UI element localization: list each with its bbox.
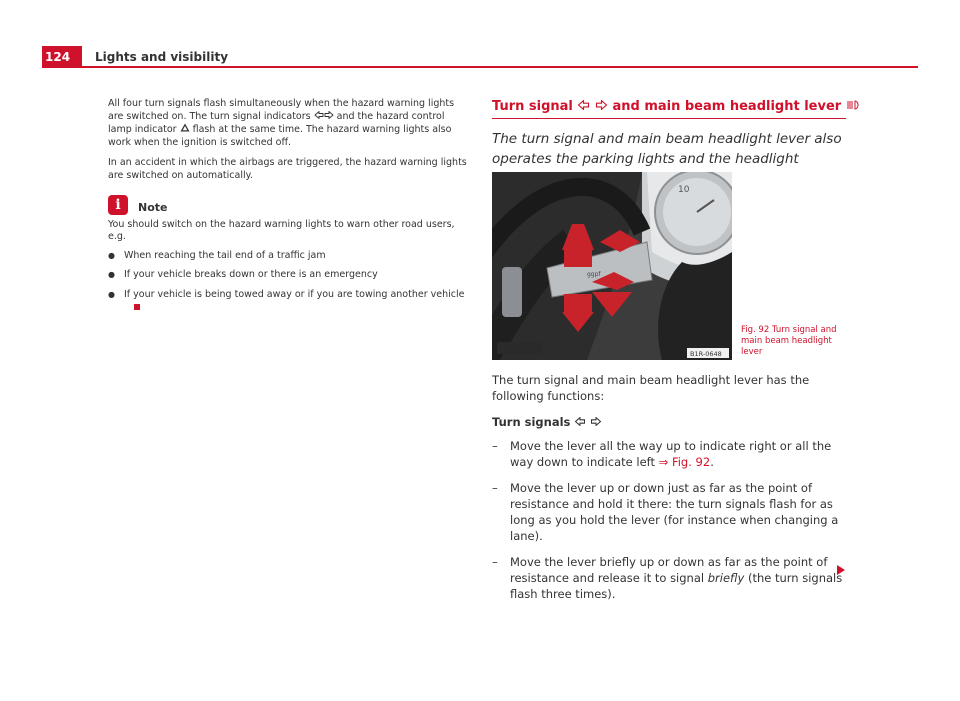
lever-markings: ggpf bbox=[587, 271, 601, 278]
turn-right-arrow-icon bbox=[324, 111, 334, 122]
turn-left-arrow-icon bbox=[574, 415, 586, 429]
list-item: – Move the lever briefly up or down as far as the point of resistance and release it to signal briefly (the turn signals flash three times). bbox=[492, 554, 852, 602]
functions-intro: The turn signal and main beam headlight lever has the following functions: bbox=[492, 373, 810, 403]
right-body bbox=[492, 372, 852, 612]
airbag-paragraph: In an accident in which the airbags are triggered, the hazard warning lights are switched on automatically. bbox=[108, 157, 467, 181]
list-item: ● If your vehicle breaks down or there is an emergency bbox=[108, 269, 468, 282]
section-lead: The turn signal and main beam headlight lever also operates the parking lights and the headlight bbox=[492, 131, 842, 167]
section-end-marker bbox=[134, 304, 140, 310]
note-text: You should switch on the hazard warning lights to warn other road users, e.g. bbox=[108, 218, 455, 243]
continue-arrow-icon bbox=[837, 565, 845, 575]
list-item: ● If your vehicle is being towed away or if you are towing another vehicle bbox=[108, 289, 468, 314]
figure-92 bbox=[492, 172, 732, 360]
list-item: – Move the lever all the way up to indicate right or all the way down to indicate left ⇒ Fig. 92. bbox=[492, 438, 852, 470]
list-item: ● When reaching the tail end of a traffic jam bbox=[108, 250, 468, 263]
figure-code: B1R-0648 bbox=[690, 350, 722, 358]
turn-right-arrow-icon bbox=[590, 415, 602, 429]
note-heading bbox=[108, 195, 468, 215]
note-label: Note bbox=[138, 201, 168, 215]
list-item: – Move the lever up or down just as far as the point of resistance and hold it there: the turn signals flash for as long as you hold the lever (for instance when changing a lane). bbox=[492, 480, 852, 544]
figure-link[interactable]: ⇒ Fig. 92 bbox=[658, 455, 711, 469]
note-bullet-list bbox=[108, 250, 468, 314]
page-number: 124 bbox=[42, 46, 82, 68]
gauge-label: 10 bbox=[678, 185, 690, 195]
section-title: Lights and visibility bbox=[95, 50, 229, 64]
left-column bbox=[108, 98, 468, 321]
lever-illustration bbox=[492, 172, 732, 360]
turn-left-arrow-icon bbox=[577, 99, 590, 114]
hazard-triangle-icon bbox=[180, 124, 190, 135]
header-rule bbox=[82, 66, 918, 68]
turn-right-arrow-icon bbox=[595, 99, 608, 114]
section-heading: Turn signal and main beam headlight lever bbox=[492, 99, 862, 114]
section-rule bbox=[492, 118, 846, 119]
turn-left-arrow-icon bbox=[314, 111, 324, 122]
main-beam-icon bbox=[846, 99, 862, 114]
hazard-paragraph: All four turn signals flash simultaneously when the hazard warning lights are switched on. The turn signal indicators and the hazard control lamp indicator flash at the same time. The hazard warning lights also work when the ignition is switched off. bbox=[108, 98, 455, 148]
figure-caption: Fig. 92 Turn signal and main beam headlight lever bbox=[741, 325, 837, 357]
turn-signal-steps bbox=[492, 438, 852, 602]
note-icon: i bbox=[108, 195, 128, 215]
turn-signals-subheading: Turn signals bbox=[492, 414, 852, 430]
